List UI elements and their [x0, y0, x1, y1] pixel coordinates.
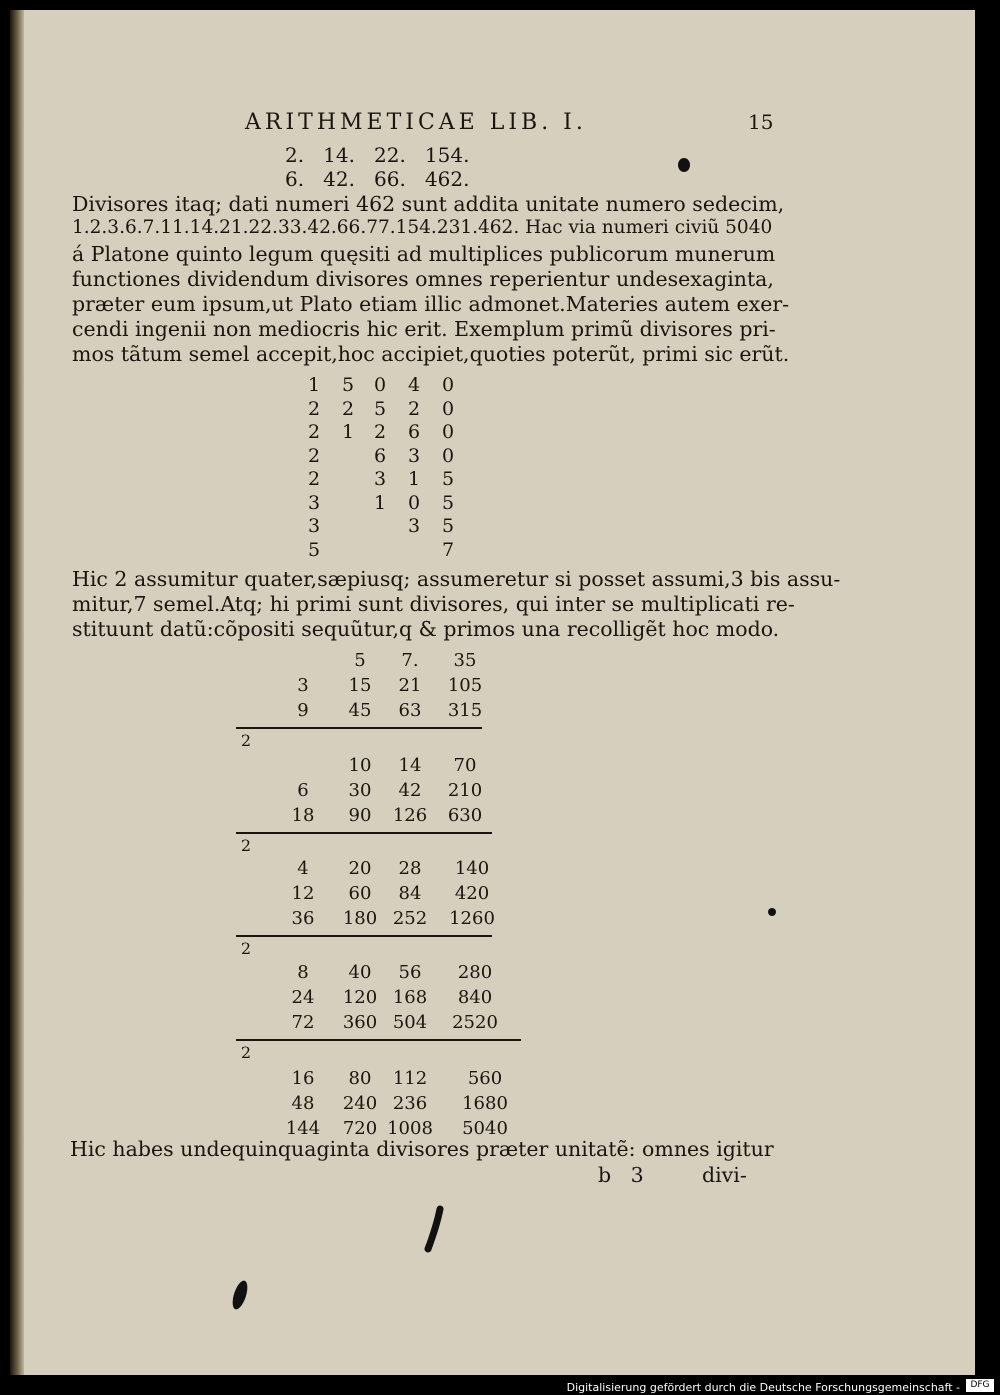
composite-cell: 24 — [291, 987, 315, 1008]
composite-cell: 630 — [447, 805, 483, 826]
factor-cell: 3 — [307, 515, 321, 537]
composite-cell: 120 — [342, 987, 378, 1008]
composite-cell: 6 — [297, 780, 309, 801]
factor-cell: 5 — [307, 538, 321, 561]
factor-cell: 5 — [373, 397, 387, 420]
running-title: ARITHMETICAE LIB. I. — [245, 110, 587, 135]
composite-cell: 15 — [348, 675, 372, 696]
closing-line: Hic habes undequinquaginta divisores præter unitatẽ: omnes igitur — [70, 1137, 774, 1161]
composite-cell: 236 — [392, 1093, 428, 1114]
table-rule — [236, 935, 492, 937]
factor-cell: 3 — [307, 491, 321, 514]
catchword: divi- — [702, 1163, 747, 1187]
factor-cell: 1 — [341, 421, 355, 443]
composite-cell: 3 — [297, 675, 309, 696]
composite-cell: 420 — [454, 883, 490, 904]
factor-cell: 4 — [407, 374, 421, 396]
multiplier-label: 2 — [240, 939, 252, 958]
composite-cell: 105 — [447, 675, 483, 696]
composite-cell: 45 — [348, 700, 372, 721]
composite-cell: 840 — [457, 987, 493, 1008]
factor-cell: 3 — [407, 515, 421, 537]
composite-cell: 30 — [348, 780, 372, 801]
text-line: Divisores itaq; dati numeri 462 sunt addita unitate numero sedecim, — [72, 192, 785, 216]
text-line: mos tãtum semel accepit,hoc accipiet,quoties poterũt, primi sic erũt. — [72, 342, 790, 366]
ink-stroke-mark — [420, 1205, 450, 1255]
factor-cell: 2 — [341, 397, 355, 420]
factor-cell: 5 — [341, 374, 355, 396]
factor-cell: 5 — [441, 491, 455, 514]
ink-speck — [768, 908, 776, 916]
text-line: mitur,7 semel.Atq; hi primi sunt divisores, qui inter se multiplicati re- — [72, 592, 795, 616]
factor-cell: 7 — [441, 538, 455, 561]
factor-cell: 2 — [307, 444, 321, 467]
composite-cell: 8 — [297, 962, 309, 983]
composite-cell: 56 — [398, 962, 422, 983]
composite-cell: 18 — [291, 805, 315, 826]
factor-cell: 2 — [407, 397, 421, 420]
composite-cell: 5040 — [462, 1118, 508, 1139]
composite-cell: 5 — [354, 650, 366, 671]
composite-cell: 72 — [291, 1012, 315, 1033]
factor-cell: 2 — [307, 421, 321, 443]
composite-cell: 140 — [454, 858, 490, 879]
composite-cell: 180 — [342, 908, 378, 929]
factor-cell: 0 — [441, 444, 455, 467]
text-line: stituunt datũ:cõpositi sequũtur,q & primos una recolligẽt hoc modo. — [72, 617, 780, 641]
composite-cell: 14 — [398, 755, 422, 776]
composite-cell: 12 — [291, 883, 315, 904]
composite-cell: 560 — [467, 1068, 503, 1089]
composite-cell: 280 — [457, 962, 493, 983]
composite-cell: 112 — [392, 1068, 428, 1089]
composite-cell: 10 — [348, 755, 372, 776]
composite-cell: 1260 — [449, 908, 495, 929]
factor-cell: 5 — [441, 515, 455, 537]
composite-cell: 70 — [453, 755, 477, 776]
factor-cell: 0 — [373, 374, 387, 396]
composite-cell: 1680 — [462, 1093, 508, 1114]
composite-cell: 20 — [348, 858, 372, 879]
composite-cell: 720 — [342, 1118, 378, 1139]
factor-cell: 3 — [373, 468, 387, 490]
multiplier-label: 2 — [240, 836, 252, 855]
composite-cell: 2520 — [452, 1012, 498, 1033]
multiplier-label: 2 — [240, 731, 252, 750]
text-line: á Platone quinto legum quęsiti ad multiplices publicorum munerum — [72, 242, 776, 266]
composite-cell: 9 — [297, 700, 309, 721]
composite-cell: 63 — [398, 700, 422, 721]
composite-cell: 21 — [398, 675, 422, 696]
table-rule — [236, 832, 492, 834]
composite-cell: 42 — [398, 780, 422, 801]
factor-cell: 3 — [407, 444, 421, 467]
dfg-logo-icon: DFG — [966, 1379, 994, 1392]
composite-cell: 252 — [392, 908, 428, 929]
composite-cell: 84 — [398, 883, 422, 904]
factor-cell: 2 — [307, 397, 321, 420]
factor-cell: 5 — [441, 468, 455, 490]
text-line: 1.2.3.6.7.11.14.21.22.33.42.66.77.154.231.462. Hac via numeri civiũ 5040 — [72, 217, 773, 238]
composite-cell: 144 — [285, 1118, 321, 1139]
factor-cell: 0 — [441, 421, 455, 443]
composite-cell: 1008 — [387, 1118, 433, 1139]
composite-cell: 168 — [392, 987, 428, 1008]
divisor-row-1: 2. 14. 22. 154. — [285, 143, 470, 167]
composite-cell: 80 — [348, 1068, 372, 1089]
composite-cell: 28 — [398, 858, 422, 879]
factor-cell: 6 — [373, 444, 387, 467]
factor-cell: 0 — [441, 374, 455, 396]
composite-cell: 7. — [401, 650, 419, 671]
composite-cell: 504 — [392, 1012, 428, 1033]
composite-cell: 60 — [348, 883, 372, 904]
composite-cell: 90 — [348, 805, 372, 826]
composite-cell: 240 — [342, 1093, 378, 1114]
table-rule — [236, 1039, 521, 1041]
multiplier-label: 2 — [240, 1043, 252, 1062]
book-spine-shadow — [10, 10, 24, 1375]
factor-cell: 1 — [407, 468, 421, 490]
factor-cell: 2 — [373, 421, 387, 443]
composite-cell: 36 — [291, 908, 315, 929]
text-line: functiones dividendum divisores omnes reperientur undesexaginta, — [72, 267, 774, 291]
composite-cell: 48 — [291, 1093, 315, 1114]
footer-credit: Digitalisierung gefördert durch die Deutsche Forschungsgemeinschaft - — [566, 1381, 960, 1394]
composite-cell: 315 — [447, 700, 483, 721]
composite-cell: 4 — [297, 858, 309, 879]
factor-cell: 0 — [441, 397, 455, 420]
page-number: 15 — [748, 110, 774, 134]
factor-cell: 6 — [407, 421, 421, 443]
composite-cell: 16 — [291, 1068, 315, 1089]
factor-cell: 1 — [307, 374, 321, 396]
composite-cell: 210 — [447, 780, 483, 801]
table-rule — [236, 727, 482, 729]
text-line: Hic 2 assumitur quater,sæpiusq; assumeretur si posset assumi,3 bis assu- — [72, 567, 841, 591]
factor-cell: 0 — [407, 491, 421, 514]
ink-blot — [678, 158, 690, 172]
composite-cell: 360 — [342, 1012, 378, 1033]
composite-cell: 40 — [348, 962, 372, 983]
signature-mark: b 3 — [598, 1163, 644, 1187]
divisor-row-2: 6. 42. 66. 462. — [285, 167, 470, 191]
text-line: præter eum ipsum,ut Plato etiam illic admonet.Materies autem exer- — [72, 292, 790, 316]
factor-cell: 1 — [373, 491, 387, 514]
ink-blot-lower — [228, 1275, 252, 1315]
text-line: cendi ingenii non mediocris hic erit. Exemplum primũ divisores pri- — [72, 317, 776, 341]
composite-cell: 126 — [392, 805, 428, 826]
book-page — [10, 10, 975, 1375]
factor-cell: 2 — [307, 468, 321, 490]
composite-cell: 35 — [453, 650, 477, 671]
